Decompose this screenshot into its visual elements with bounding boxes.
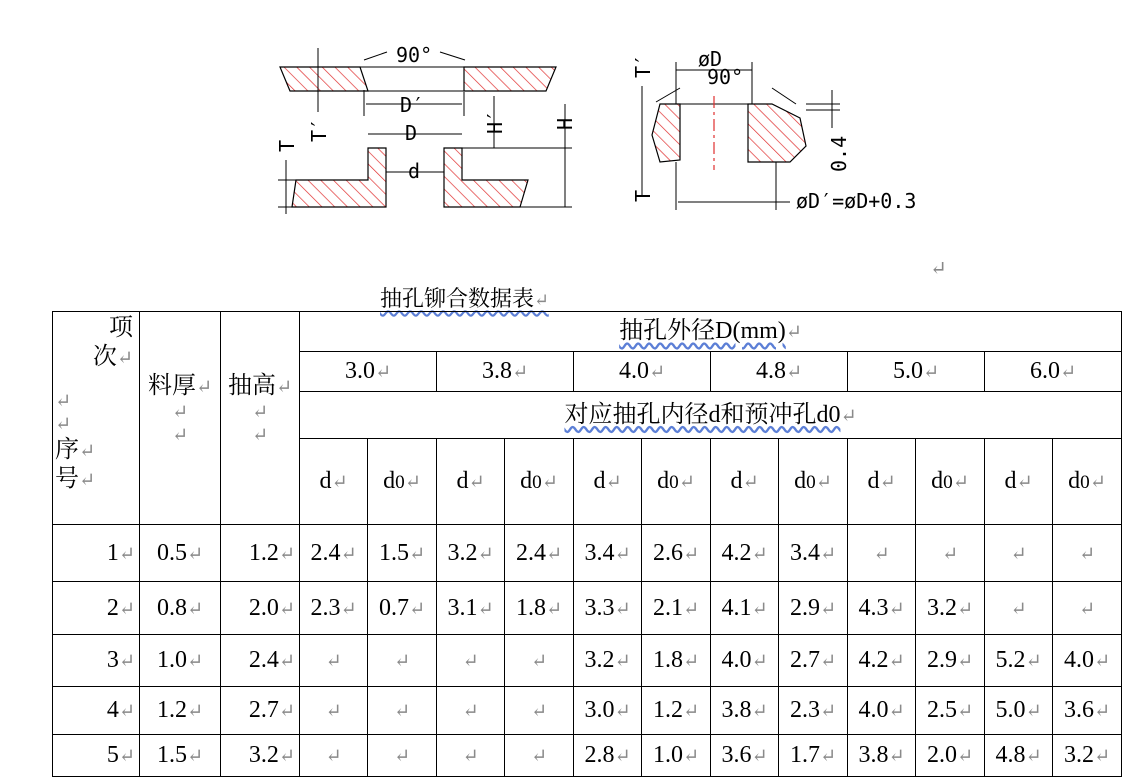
value-cell: ↵ [916,525,985,582]
sub-header-d0: d0↵ [916,438,985,524]
sub-header-d: d↵ [985,438,1053,524]
value-cell: 3.0↵ [574,687,642,735]
value-cell: 1.0↵ [642,735,711,777]
value-cell: 4.8↵ [985,735,1053,777]
table-row [53,525,1122,582]
value-cell: 0.7↵ [368,582,437,635]
row-number-cell: 1↵ [53,525,140,582]
thickness-cell: 0.5↵ [140,525,221,582]
dim-D-prime: D′ [400,93,425,117]
thickness-header: 料厚↵ ↵ ↵ [140,312,221,525]
value-cell: 2.3↵ [779,687,848,735]
table-row [53,687,1122,735]
index-header-cell: 项 次↵ ↵ ↵ 序↵ 号↵ [53,312,140,525]
value-cell: ↵ [437,635,505,687]
value-cell: 1.8↵ [642,635,711,687]
value-cell: 2.0↵ [916,735,985,777]
value-cell: 2.5↵ [916,687,985,735]
height-header: 抽高↵ ↵ ↵ [221,312,300,525]
angle-label-left: 90° [396,43,433,67]
rivet-drawing [0,0,1135,270]
text-cursor-mark: ↵ [930,258,947,280]
dim-phiD: øD [698,47,723,71]
value-cell: ↵ [505,635,574,687]
dim-T-right: T [631,189,655,202]
value-cell: 3.2↵ [437,525,505,582]
value-cell: 2.9↵ [779,582,848,635]
dim-H-prime: H′ [483,109,507,134]
rivet-data-table [52,311,1122,777]
row-number-cell: 2↵ [53,582,140,635]
dim-D: D [405,121,418,145]
value-cell: 3.8↵ [711,687,779,735]
value-cell: ↵ [437,735,505,777]
sub-header-d: d↵ [574,438,642,524]
value-cell: 3.2↵ [916,582,985,635]
value-cell: ↵ [1053,582,1122,635]
value-cell: 4.3↵ [848,582,916,635]
table-row [53,735,1122,777]
table-title: 抽孔铆合数据表↵ [380,286,549,311]
row-number-cell: 3↵ [53,635,140,687]
value-cell: ↵ [300,635,368,687]
diameter-cell: 3.0↵ [300,352,437,392]
diameter-cell: 6.0↵ [985,352,1122,392]
sub-header-d: d↵ [711,438,779,524]
sub-header-d: d↵ [848,438,916,524]
sub-header-d: d↵ [300,438,368,524]
height-cell: 1.2↵ [221,525,300,582]
value-cell: 3.6↵ [1053,687,1122,735]
value-cell: 2.4↵ [505,525,574,582]
value-cell: ↵ [1053,525,1122,582]
thickness-cell: 1.0↵ [140,635,221,687]
dim-d: d [408,159,421,183]
table-row [53,635,1122,687]
dim-T-prime-left: T′ [307,117,331,142]
value-cell: 5.0↵ [985,687,1053,735]
height-cell: 3.2↵ [221,735,300,777]
height-cell: 2.0↵ [221,582,300,635]
outer-diameter-header: 抽孔外径D(mm)↵ [300,312,1122,352]
value-cell: ↵ [505,687,574,735]
value-cell: 4.2↵ [711,525,779,582]
value-cell: 2.6↵ [642,525,711,582]
value-cell: 4.0↵ [848,687,916,735]
height-cell: 2.4↵ [221,635,300,687]
dim-0-4: 0.4 [827,135,851,172]
formula-label: øD′=øD+0.3 [796,189,917,213]
dim-T-left: T [275,139,299,152]
sub-header-d0: d0↵ [642,438,711,524]
value-cell: 1.5↵ [368,525,437,582]
value-cell: 2.8↵ [574,735,642,777]
value-cell: 2.1↵ [642,582,711,635]
value-cell: 2.3↵ [300,582,368,635]
row-number-cell: 5↵ [53,735,140,777]
table-body [53,525,1122,777]
diameter-cell: 5.0↵ [848,352,985,392]
value-cell: 3.1↵ [437,582,505,635]
bottom-plate [278,96,572,214]
value-cell: ↵ [848,525,916,582]
value-cell: ↵ [368,735,437,777]
thickness-cell: 1.2↵ [140,687,221,735]
value-cell: 3.4↵ [574,525,642,582]
thickness-cell: 0.8↵ [140,582,221,635]
diameter-cell: 4.0↵ [574,352,711,392]
value-cell: ↵ [368,687,437,735]
value-cell: 4.2↵ [848,635,916,687]
height-cell: 2.7↵ [221,687,300,735]
value-cell: ↵ [985,525,1053,582]
value-cell: 4.0↵ [1053,635,1122,687]
row-number-cell: 4↵ [53,687,140,735]
sub-header-d: d↵ [437,438,505,524]
value-cell: ↵ [368,635,437,687]
diameter-cell: 3.8↵ [437,352,574,392]
sub-header-d0: d0↵ [368,438,437,524]
value-cell: 2.7↵ [779,635,848,687]
value-cell: 4.1↵ [711,582,779,635]
angle-label-right: 90° [707,65,744,89]
value-cell: 4.0↵ [711,635,779,687]
value-cell: 2.9↵ [916,635,985,687]
value-cell: 1.8↵ [505,582,574,635]
value-cell: 1.7↵ [779,735,848,777]
value-cell: 1.2↵ [642,687,711,735]
value-cell: 5.2↵ [985,635,1053,687]
dim-T-prime-right: T′ [631,53,655,78]
sub-header-d0: d0↵ [505,438,574,524]
table-row [53,582,1122,635]
value-cell: 3.6↵ [711,735,779,777]
value-cell: ↵ [300,687,368,735]
value-cell: 3.2↵ [574,635,642,687]
inner-diameter-header: 对应抽孔内径d和预冲孔d0↵ [300,392,1122,438]
value-cell: 2.4↵ [300,525,368,582]
sub-header-d0: d0↵ [779,438,848,524]
dim-H: H [553,117,577,130]
value-cell: ↵ [505,735,574,777]
value-cell: ↵ [300,735,368,777]
value-cell: ↵ [985,582,1053,635]
diameter-cell: 4.8↵ [711,352,848,392]
value-cell: ↵ [437,687,505,735]
value-cell: 3.8↵ [848,735,916,777]
thickness-cell: 1.5↵ [140,735,221,777]
sub-header-d0: d0↵ [1053,438,1122,524]
value-cell: 3.3↵ [574,582,642,635]
value-cell: 3.2↵ [1053,735,1122,777]
value-cell: 3.4↵ [779,525,848,582]
